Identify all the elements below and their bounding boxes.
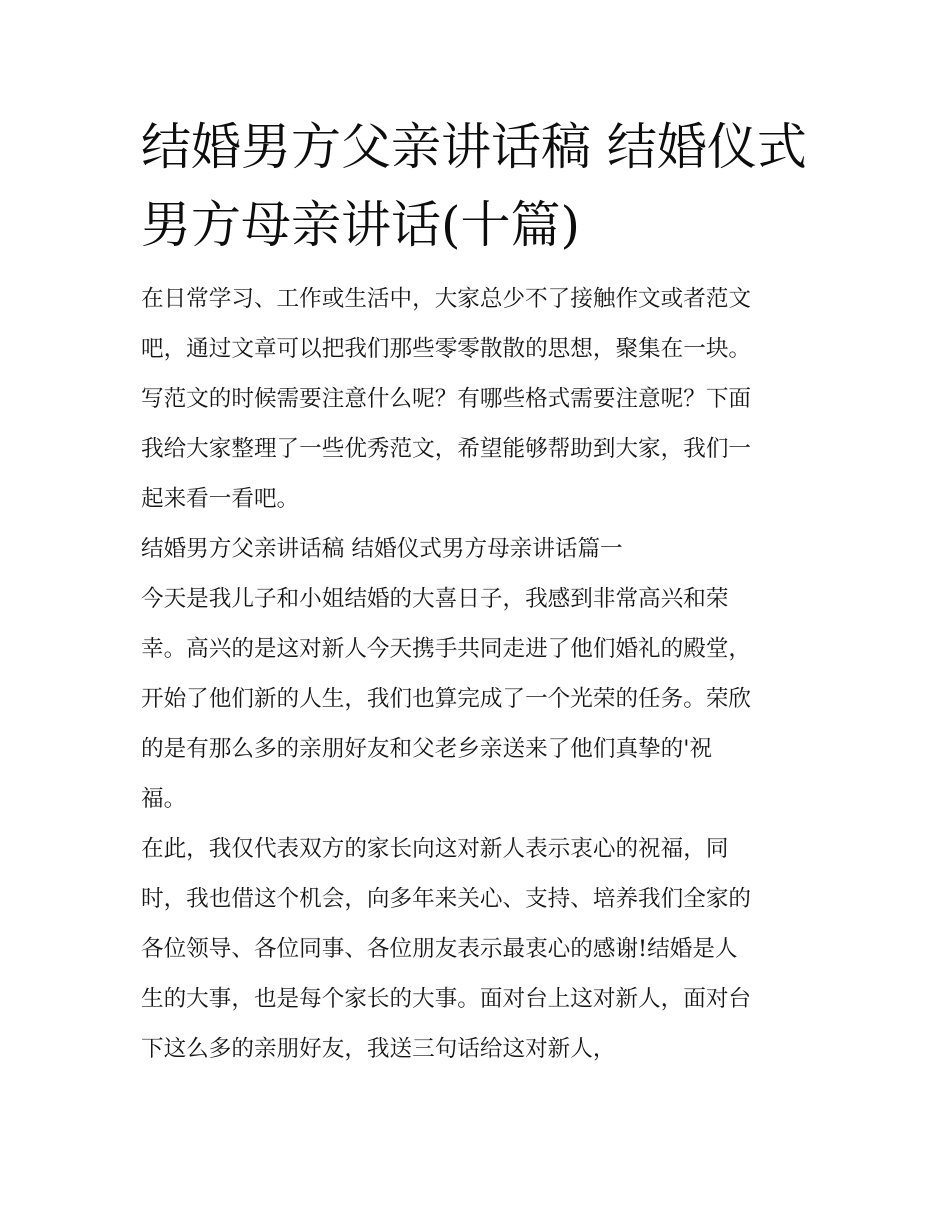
section-heading — [141, 524, 817, 574]
text-line: 写范文的时候需要注意什么呢？有哪些格式需要注意呢？下面 — [141, 386, 752, 412]
document-title — [141, 108, 817, 264]
text-line: 我给大家整理了一些优秀范文，希望能够帮助到大家，我们一 — [141, 436, 752, 462]
text-line: 福。 — [141, 786, 187, 812]
text-line: 今天是我儿子和小姐结婚的大喜日子，我感到非常高兴和荣 — [141, 586, 729, 612]
text-line: 开始了他们新的人生，我们也算完成了一个光荣的任务。荣欣 — [141, 686, 752, 712]
text-line: 在此，我仅代表双方的家长向这对新人表示衷心的祝福，同 — [141, 836, 729, 862]
speech-paragraph — [141, 824, 817, 1074]
title-line: 男方母亲讲话(十篇) — [141, 196, 581, 254]
text-line: 各位领导、各位同事、各位朋友表示最衷心的感谢!结婚是人 — [141, 936, 738, 962]
text-line: 下这么多的亲朋好友，我送三句话给这对新人， — [141, 1036, 616, 1062]
text-line: 起来看一看吧。 — [141, 486, 300, 512]
speech-paragraph — [141, 574, 817, 824]
text-line: 结婚男方父亲讲话稿 结婚仪式男方母亲讲话篇一 — [141, 536, 623, 562]
text-line: 幸。高兴的是这对新人今天携手共同走进了他们婚礼的殿堂， — [141, 636, 752, 662]
text-line: 在日常学习、工作或生活中，大家总少不了接触作文或者范文 — [141, 286, 752, 312]
text-line: 的是有那么多的亲朋好友和父老乡亲送来了他们真挚的'祝 — [141, 736, 713, 762]
title-line: 结婚男方父亲讲话稿 结婚仪式 — [141, 118, 807, 176]
text-line: 时，我也借这个机会，向多年来关心、支持、培养我们全家的 — [141, 886, 752, 912]
text-line: 生的大事，也是每个家长的大事。面对台上这对新人，面对台 — [141, 986, 752, 1012]
intro-paragraph — [141, 274, 817, 524]
document-body — [141, 274, 817, 1074]
document-page — [141, 108, 817, 1074]
text-line: 吧，通过文章可以把我们那些零零散散的思想，聚集在一块。 — [141, 336, 752, 362]
